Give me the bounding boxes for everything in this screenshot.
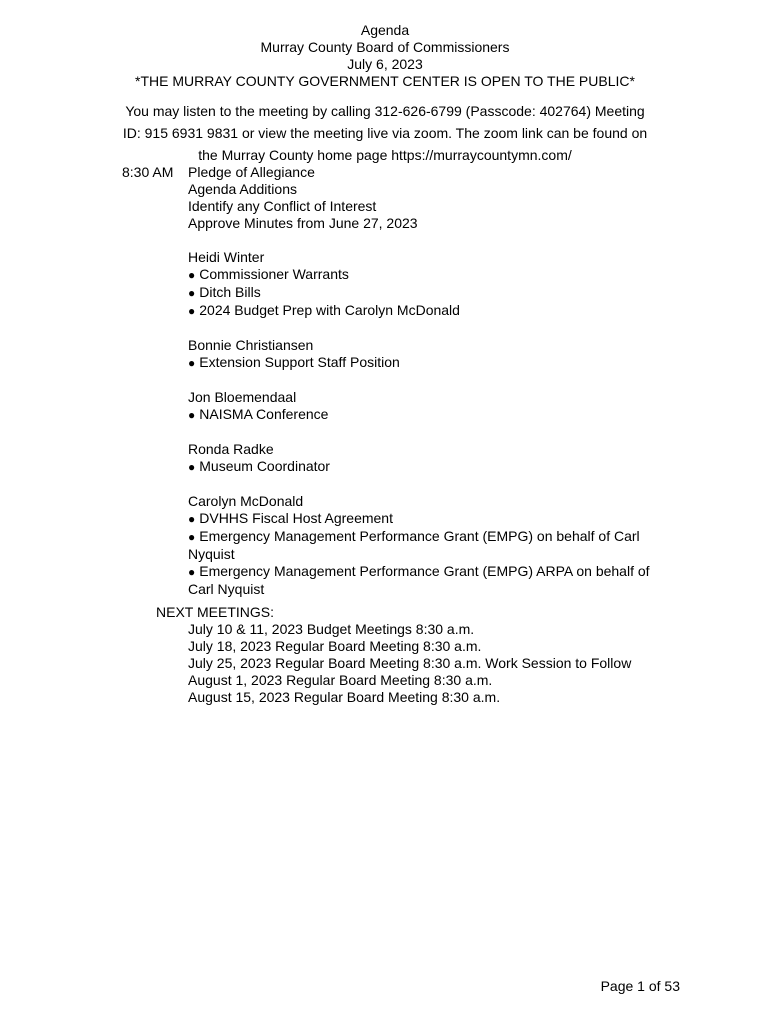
bullet-item: ● DVHHS Fiscal Host Agreement [188,510,682,528]
presenter-name: Bonnie Christiansen [188,337,314,353]
next-meeting-item: July 18, 2023 Regular Board Meeting 8:30 a.m. [188,638,482,654]
next-meeting-item: August 1, 2023 Regular Board Meeting 8:30 a.m. [188,672,493,688]
next-meeting-item: July 25, 2023 Regular Board Meeting 8:30 a.m. Work Session to Follow [188,655,632,671]
presenter-name: Ronda Radke [188,441,274,457]
next-meeting-item: August 15, 2023 Regular Board Meeting 8:30 a.m. [188,689,501,705]
next-meeting-item: July 10 & 11, 2023 Budget Meetings 8:30 a.m. [188,621,475,637]
bullet-item-continuation: Carl Nyquist [188,581,265,597]
public-notice: *THE MURRAY COUNTY GOVERNMENT CENTER IS OPEN TO THE PUBLIC* [135,73,635,89]
presenter-name: Jon Bloemendaal [188,389,297,405]
agenda-item: Identify any Conflict of Interest [188,198,377,214]
agenda-body [122,164,682,598]
bullet-item: ● Extension Support Staff Position [188,354,682,372]
presenter-name: Heidi Winter [188,249,265,265]
agenda-items [188,164,682,598]
intro-line: ID: 915 6931 9831 or view the meeting live via zoom. The zoom link can be found on [122,125,648,141]
meeting-date: July 6, 2023 [347,56,423,72]
bullet-item: ● Museum Coordinator [188,458,682,476]
bullet-item-continuation: Nyquist [188,546,235,562]
agenda-item: Approve Minutes from June 27, 2023 [188,215,418,231]
next-meetings-list [188,621,676,706]
bullet-item: ● NAISMA Conference [188,406,682,424]
bullet-item: ● Emergency Management Performance Grant (EMPG) ARPA on behalf of [188,563,682,581]
next-meetings-heading: NEXT MEETINGS: [156,604,274,620]
agenda-item: Pledge of Allegiance [188,164,315,180]
intro-line: You may listen to the meeting by calling 312-626-6799 (Passcode: 402764) Meeting [125,103,645,119]
bullet-item: ● Commissioner Warrants [188,266,682,284]
page-number: Page 1 of 53 [600,978,680,994]
meeting-access-info [110,100,660,166]
bullet-item: ● 2024 Budget Prep with Carolyn McDonald [188,302,682,320]
presenter-name: Carolyn McDonald [188,493,304,509]
next-meetings [156,604,676,706]
bullet-item: ● Emergency Management Performance Grant (EMPG) on behalf of Carl [188,528,682,546]
bullet-item: ● Ditch Bills [188,284,682,302]
intro-line: the Murray County home page https://murraycountymn.com/ [198,147,572,163]
agenda-time: 8:30 AM [122,164,174,180]
agenda-header [0,22,770,90]
board-name: Murray County Board of Commissioners [260,39,510,55]
agenda-item: Agenda Additions [188,181,297,197]
agenda-title: Agenda [360,22,410,38]
